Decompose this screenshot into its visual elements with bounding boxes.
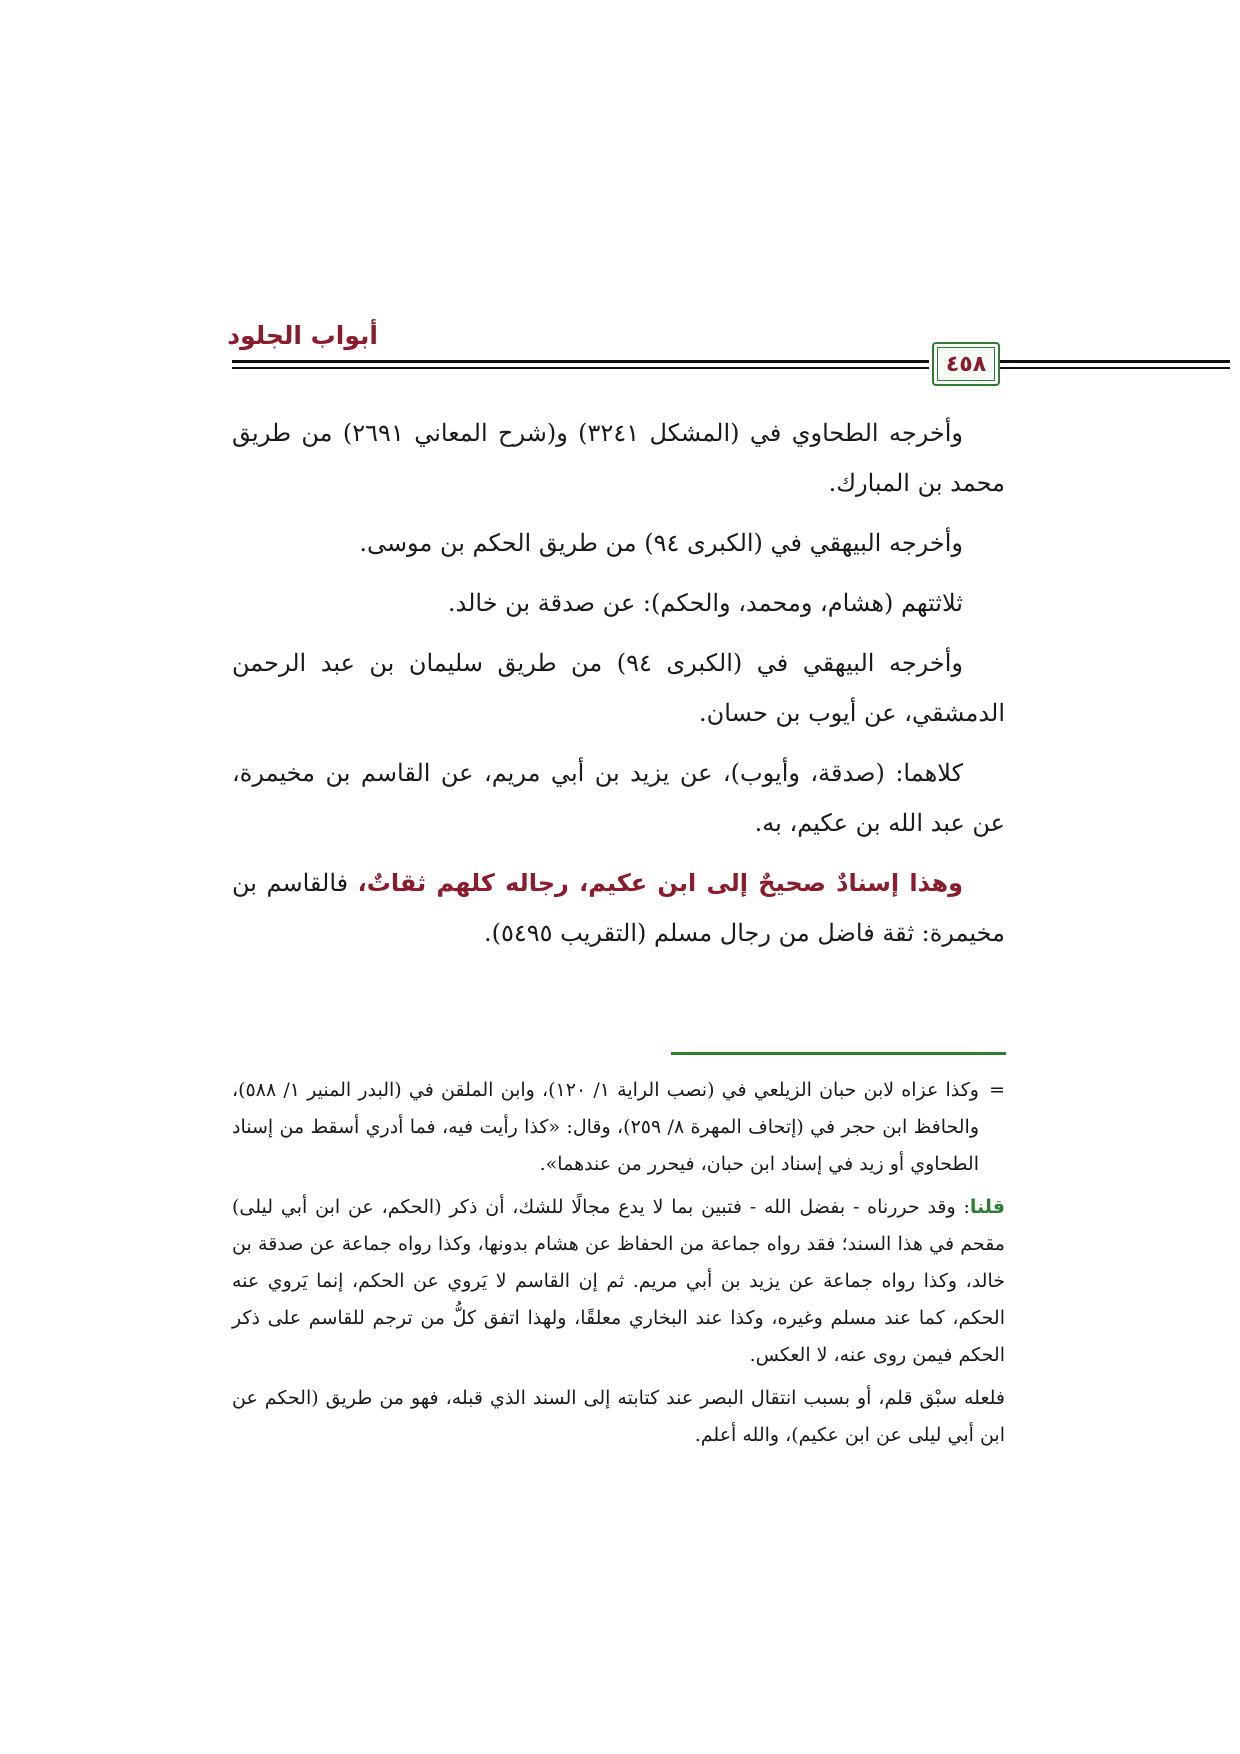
header-rule bbox=[232, 360, 929, 363]
continuation-mark: = bbox=[989, 1079, 1005, 1101]
verdict-highlight: وهذا إسنادٌ صحيحٌ إلى ابن عكيم، رجاله كلهم ثقاتٌ، bbox=[357, 869, 964, 897]
footnote bbox=[232, 1072, 1005, 1183]
header-rule-short-thin bbox=[999, 367, 1230, 369]
page-number: ٤٥٨ bbox=[945, 351, 987, 377]
main-text bbox=[232, 408, 1005, 968]
paragraph: كلاهما: (صدقة، وأيوب)، عن يزيد بن أبي مريم، عن القاسم بن مخيمرة، عن عبد الله بن عكيم، به. bbox=[232, 759, 1005, 837]
paragraph: وأخرجه البيهقي في (الكبرى ٩٤) من طريق الحكم بن موسى. bbox=[359, 529, 963, 557]
footnote: فلعله سبْق قلم، أو بسبب انتقال البصر عند كتابته إلى السند الذي قبله، فهو من طريق (الحكم عن ابن أبي ليلى عن ابن عكيم)، والله أعلم. bbox=[232, 1387, 1005, 1446]
header-rule-thin bbox=[232, 367, 929, 369]
footnote-separator bbox=[671, 1052, 1006, 1055]
header-rule-short bbox=[999, 360, 1230, 363]
footnote-text: : وقد حررناه - بفضل الله - فتبين بما لا يدع مجالًا للشك، أن ذكر (الحكم، عن ابن أبي ليلى) مقحم في هذا السند؛ فقد رواه جماعة من الحفاظ عن هشام بدونها، وكذا رواه جماعة عن صدقة بن خالد، وكذا رواه جماعة عن يزيد بن أبي مريم. ثم إن القاسم لا يَروي عن الحكم، إنما يَروي عنه الحكم، كما عند مسلم وغيره، وكذا عند البخاري معلقًا، ولهذا اتفق كلُّ من ترجم للقاسم على ذكر الحكم فيمن روى عنه، لا العكس. bbox=[232, 1196, 1005, 1366]
paragraph: وأخرجه الطحاوي في (المشكل ٣٢٤١) و(شرح المعاني ٢٦٩١) من طريق محمد بن المبارك. bbox=[232, 419, 1005, 497]
paragraph: وأخرجه البيهقي في (الكبرى ٩٤) من طريق سليمان بن عبد الرحمن الدمشقي، عن أيوب بن حسان. bbox=[232, 649, 1005, 727]
page-number-badge bbox=[932, 342, 1000, 386]
paragraph-verdict bbox=[232, 858, 1005, 958]
paragraph: ثلاثتهم (هشام، ومحمد، والحكم): عن صدقة بن خالد. bbox=[447, 589, 963, 617]
footnotes bbox=[232, 1072, 1005, 1460]
chapter-title: أبواب الجلود bbox=[227, 321, 378, 350]
footnote bbox=[232, 1189, 1005, 1374]
footnote-text: وكذا عزاه لابن حبان الزيلعي في (نصب الراية ١/ ١٢٠)، وابن الملقن في (البدر المنير ١/ ٥٨٨)، والحافظ ابن حجر في (إتحاف المهرة ٨/ ٢٥٩)، وقال: «كذا رأيت فيه، فما أدري أسقط من إسناد الطحاوي أو زيد في إسناد ابن حبان، فيحرر من عندهما». bbox=[232, 1079, 980, 1175]
verdict-text: فالقاسم بن مخيمرة: ثقة فاضل من رجال مسلم (التقريب ٥٤٩٥). bbox=[232, 869, 1005, 947]
footnote-label: قلنا bbox=[969, 1196, 1005, 1218]
